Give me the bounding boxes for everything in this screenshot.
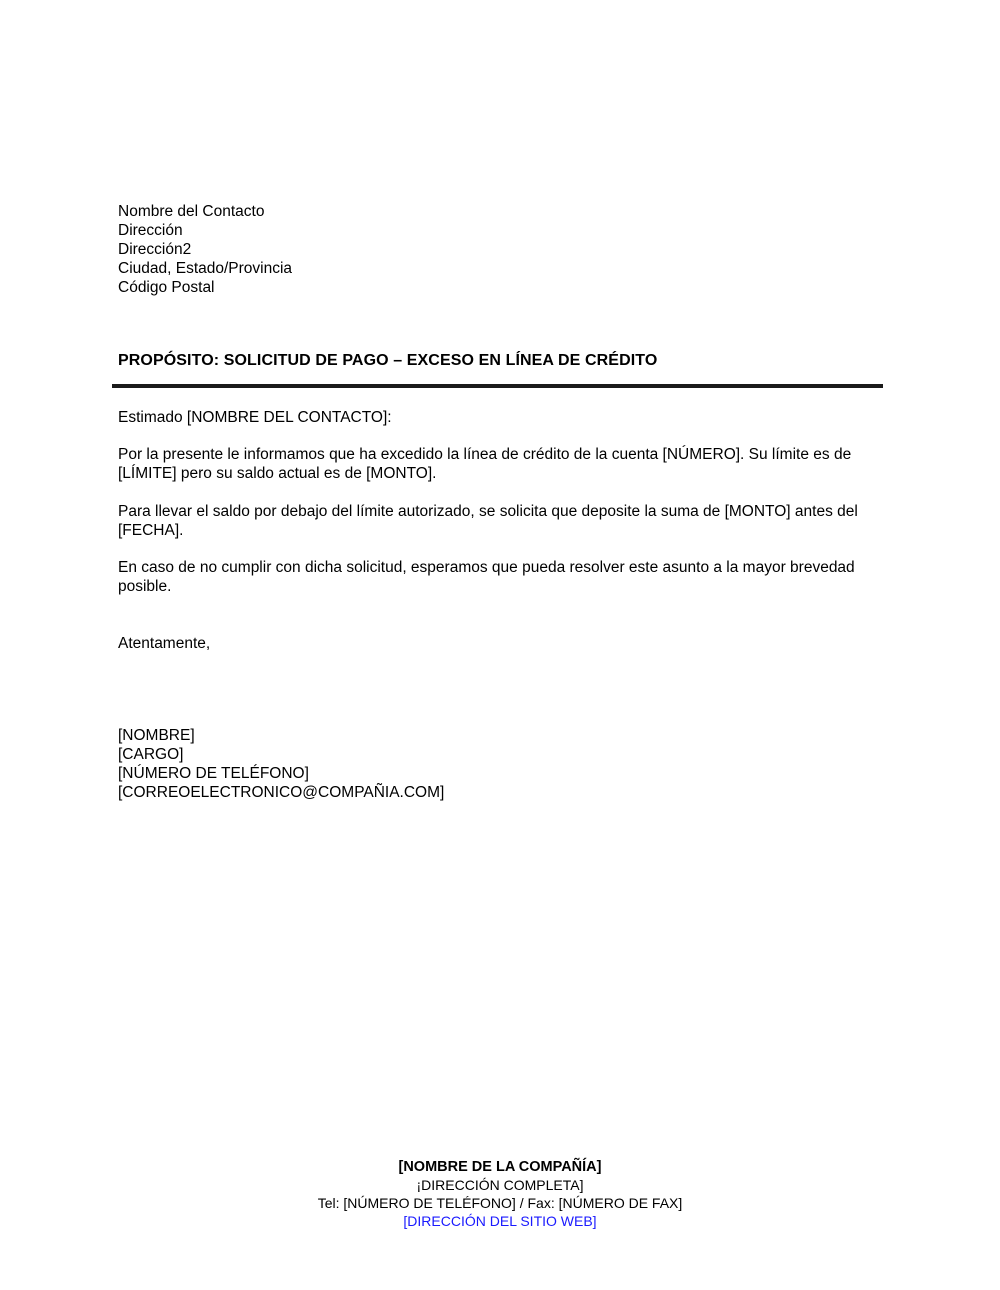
- body-paragraph-2: Para llevar el saldo por debajo del límite autorizado, se solicita que deposite la suma de [MONTO] antes del [FECHA].: [118, 503, 858, 539]
- subject-title: PROPÓSITO: SOLICITUD DE PAGO – EXCESO EN LÍNEA DE CRÉDITO: [118, 352, 658, 369]
- salutation: Estimado [NOMBRE DEL CONTACTO]:: [118, 409, 392, 426]
- signature-name: [NOMBRE]: [118, 727, 195, 744]
- footer-block: [0, 1158, 1000, 1230]
- body-paragraph-1: Por la presente le informamos que ha excedido la línea de crédito de la cuenta [NÚMERO]. Su límite es de [LÍMITE] pero su saldo actual es de [MONTO].: [118, 446, 852, 482]
- closing-phrase: Atentamente,: [118, 635, 211, 652]
- footer-company-address: ¡DIRECCIÓN COMPLETA]: [416, 1177, 584, 1193]
- recipient-address-block: [118, 202, 292, 297]
- signature-email: [CORREOELECTRONICO@COMPAÑIA.COM]: [118, 784, 445, 801]
- signature-phone: [NÚMERO DE TELÉFONO]: [118, 765, 309, 782]
- signature-job-title: [CARGO]: [118, 746, 184, 763]
- recipient-address-line2: Dirección2: [118, 241, 192, 258]
- recipient-city-state: Ciudad, Estado/Provincia: [118, 260, 293, 277]
- footer-website-link[interactable]: [DIRECCIÓN DEL SITIO WEB]: [403, 1213, 597, 1229]
- recipient-address-line1: Dirección: [118, 222, 183, 239]
- footer-company-name: [NOMBRE DE LA COMPAÑÍA]: [398, 1159, 602, 1175]
- body-paragraph-3: En caso de no cumplir con dicha solicitud, esperamos que pueda resolver este asunto a la mayor brevedad posible.: [118, 559, 855, 595]
- signature-block: [118, 726, 444, 802]
- recipient-contact-name: Nombre del Contacto: [118, 203, 265, 220]
- recipient-postal-code: Código Postal: [118, 279, 215, 296]
- footer-tel-fax: Tel: [NÚMERO DE TELÉFONO] / Fax: [NÚMERO DE FAX]: [317, 1195, 683, 1211]
- subject-divider-rule: [112, 384, 883, 388]
